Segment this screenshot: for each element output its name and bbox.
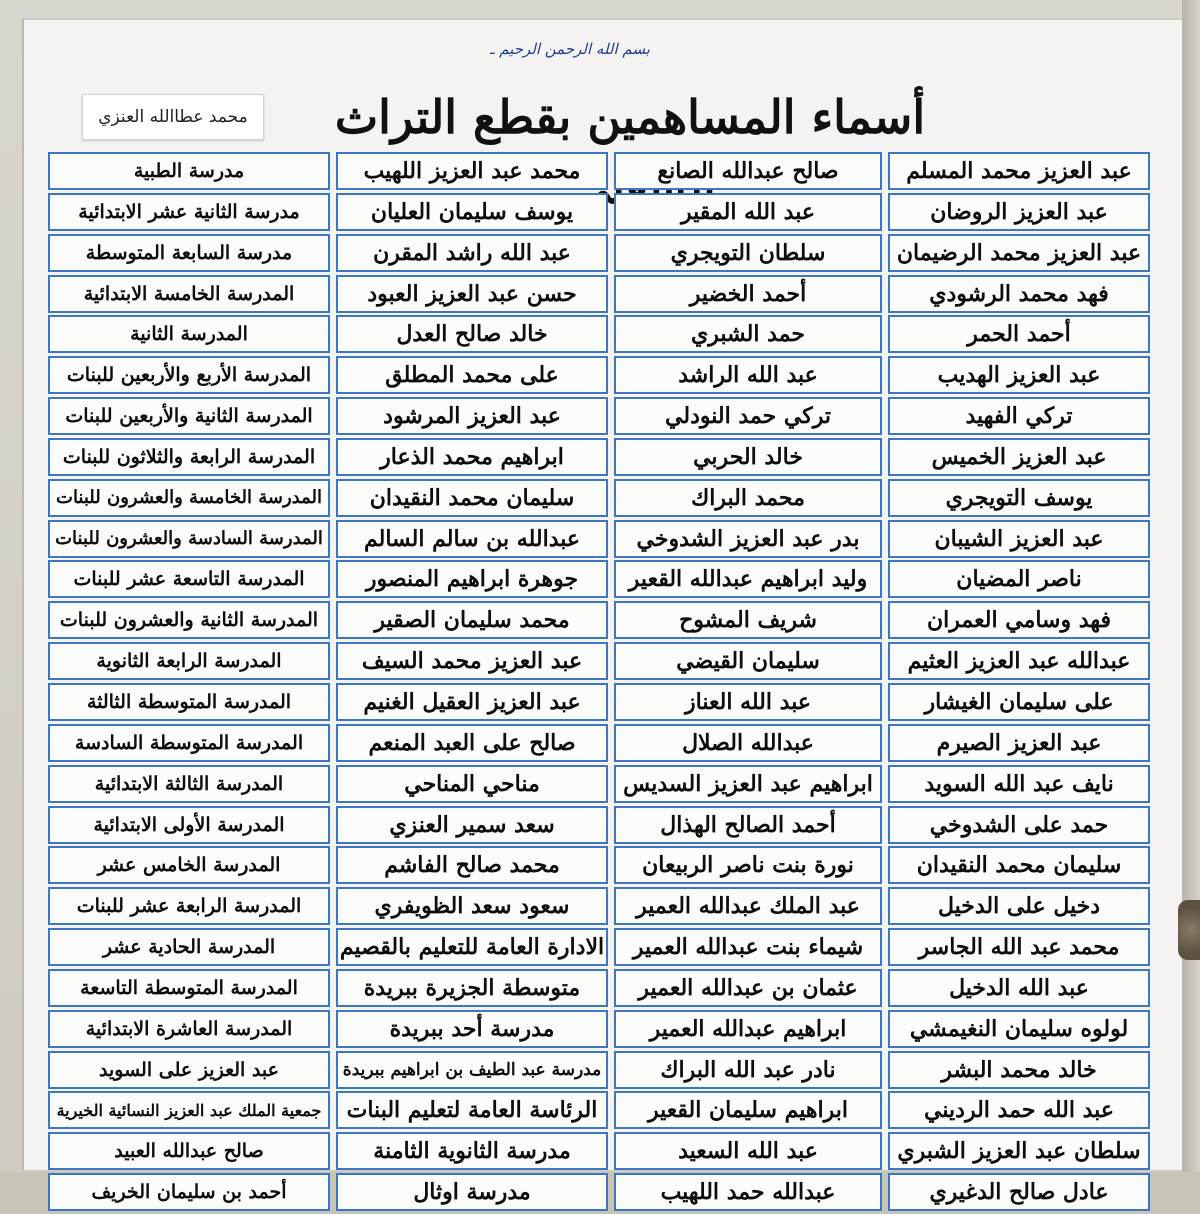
table-row <box>36 1010 1150 1051</box>
name-cell: سليمان محمد النقيدان <box>336 479 608 517</box>
table-row <box>36 397 1150 438</box>
name-cell: المدرسة العاشرة الابتدائية <box>48 1010 330 1048</box>
name-cell: عبدالله حمد اللهيب <box>614 1173 882 1211</box>
name-cell: المدرسة المتوسطة السادسة <box>48 724 330 762</box>
name-cell: عبد الله راشد المقرن <box>336 234 608 272</box>
name-cell: يوسف التويجري <box>888 479 1150 517</box>
table-row <box>36 806 1150 847</box>
table-row <box>36 438 1150 479</box>
name-cell: عبد الله حمد الرديني <box>888 1091 1150 1129</box>
name-cell: لولوه سليمان النغيمشي <box>888 1010 1150 1048</box>
name-cell: نورة بنت ناصر الربيعان <box>614 846 882 884</box>
name-cell: سلطان التويجري <box>614 234 882 272</box>
name-cell: عبد العزيز العقيل الغنيم <box>336 683 608 721</box>
name-cell: سلطان عبد العزيز الشبري <box>888 1132 1150 1170</box>
name-cell: يوسف سليمان العليان <box>336 193 608 231</box>
name-cell: سعود سعد الظويفري <box>336 887 608 925</box>
name-cell: جوهرة ابراهيم المنصور <box>336 560 608 598</box>
table-row <box>36 642 1150 683</box>
table-row <box>36 560 1150 601</box>
name-cell: خالد محمد البشر <box>888 1051 1150 1089</box>
name-cell: وليد ابراهيم عبدالله القعير <box>614 560 882 598</box>
name-cell: مدرسة أحد ببريدة <box>336 1010 608 1048</box>
name-cell: صالح على العبد المنعم <box>336 724 608 762</box>
name-cell: الرئاسة العامة لتعليم البنات <box>336 1091 608 1129</box>
name-cell: عبد الملك عبدالله العمير <box>614 887 882 925</box>
name-cell: أحمد الصالح الهذال <box>614 806 882 844</box>
name-cell: المدرسة الخامسة والعشرون للبنات <box>48 479 330 517</box>
table-row <box>36 1173 1150 1214</box>
name-cell: المدرسة الخامسة الابتدائية <box>48 275 330 313</box>
name-cell: مدرسة الثانوية الثامنة <box>336 1132 608 1170</box>
wall-hook-icon <box>1178 900 1200 960</box>
table-row <box>36 683 1150 724</box>
name-cell: مدرسة الطبية <box>48 152 330 190</box>
name-cell: خالد صالح العدل <box>336 315 608 353</box>
table-row <box>36 928 1150 969</box>
name-cell: محمد عبد الله الجاسر <box>888 928 1150 966</box>
name-cell: محمد سليمان الصقير <box>336 601 608 639</box>
name-cell: عبد الله الدخيل <box>888 969 1150 1007</box>
table-row <box>36 969 1150 1010</box>
name-cell: المدرسة الثانية والعشرون للبنات <box>48 601 330 639</box>
table-row <box>36 724 1150 765</box>
name-cell: حمد الشبري <box>614 315 882 353</box>
name-cell: فهد محمد الرشودي <box>888 275 1150 313</box>
name-cell: صالح عبدالله الصانع <box>614 152 882 190</box>
name-cell: نادر عبد الله البراك <box>614 1051 882 1089</box>
name-cell: خالد الحربي <box>614 438 882 476</box>
table-row <box>36 275 1150 316</box>
name-cell: دخيل على الدخيل <box>888 887 1150 925</box>
table-row <box>36 479 1150 520</box>
name-cell: صالح عبدالله العبيد <box>48 1132 330 1170</box>
name-cell: على سليمان الغيشار <box>888 683 1150 721</box>
name-cell: عبد الله الراشد <box>614 356 882 394</box>
name-cell: مدرسة الثانية عشر الابتدائية <box>48 193 330 231</box>
name-cell: عبد العزيز الروضان <box>888 193 1150 231</box>
name-cell: سعد سمير العنزي <box>336 806 608 844</box>
name-cell: عبد العزيز المرشود <box>336 397 608 435</box>
name-cell: عبد الله المقير <box>614 193 882 231</box>
wall-edge <box>1182 0 1200 1172</box>
name-cell: المدرسة الرابعة والثلاثون للبنات <box>48 438 330 476</box>
table-row <box>36 887 1150 928</box>
table-row <box>36 315 1150 356</box>
name-cell: أحمد الحمر <box>888 315 1150 353</box>
name-cell: تركي الفهيد <box>888 397 1150 435</box>
table-row <box>36 1051 1150 1092</box>
name-cell: عبد العزيز الخميس <box>888 438 1150 476</box>
name-cell: ناصر المضيان <box>888 560 1150 598</box>
name-cell: محمد البراك <box>614 479 882 517</box>
name-cell: عبد العزيز على السويد <box>48 1051 330 1089</box>
name-cell: جمعية الملك عبد العزيز النسائية الخيرية <box>48 1091 330 1129</box>
name-cell: المدرسة الأولى الابتدائية <box>48 806 330 844</box>
name-cell: محمد صالح الفاشم <box>336 846 608 884</box>
name-cell: عبدالله الصلال <box>614 724 882 762</box>
name-cell: حسن عبد العزيز العبود <box>336 275 608 313</box>
name-cell: عبد الله السعيد <box>614 1132 882 1170</box>
name-cell: مدرسة السابعة المتوسطة <box>48 234 330 272</box>
name-cell: أحمد بن سليمان الخريف <box>48 1173 330 1211</box>
name-cell: عبد العزيز محمد السيف <box>336 642 608 680</box>
name-cell: نايف عبد الله السويد <box>888 765 1150 803</box>
name-cell: ابراهيم عبد العزيز السديس <box>614 765 882 803</box>
name-cell: المدرسة الخامس عشر <box>48 846 330 884</box>
poster-title: أسماء المساهمين بقطع التراث <box>334 90 926 144</box>
table-row <box>36 152 1150 193</box>
name-cell: مدرسة عبد الطيف بن ابراهيم ببريدة <box>336 1051 608 1089</box>
table-row <box>36 193 1150 234</box>
name-cell: المدرسة الثانية والأربعين للبنات <box>48 397 330 435</box>
name-cell: تركي حمد النودلي <box>614 397 882 435</box>
author-label: محمد عطاالله العنزي <box>82 94 264 140</box>
name-cell: المدرسة الرابعة الثانوية <box>48 642 330 680</box>
name-cell: عبدالله بن سالم السالم <box>336 520 608 558</box>
name-cell: عبد العزيز محمد المسلم <box>888 152 1150 190</box>
name-cell: مناحي المناحي <box>336 765 608 803</box>
name-cell: عبد العزيز الهديب <box>888 356 1150 394</box>
table-row <box>36 765 1150 806</box>
name-cell: عبد العزيز محمد الرضيمان <box>888 234 1150 272</box>
name-cell: عثمان بن عبدالله العمير <box>614 969 882 1007</box>
name-cell: عبد العزيز الشيبان <box>888 520 1150 558</box>
name-cell: شريف المشوح <box>614 601 882 639</box>
name-cell: المدرسة الرابعة عشر للبنات <box>48 887 330 925</box>
table-row <box>36 1132 1150 1173</box>
contributors-table <box>36 152 1150 1214</box>
name-cell: أحمد الخضير <box>614 275 882 313</box>
name-cell: المدرسة الحادية عشر <box>48 928 330 966</box>
name-cell: المدرسة الثالثة الابتدائية <box>48 765 330 803</box>
name-cell: ابراهيم محمد الذعار <box>336 438 608 476</box>
name-cell: مدرسة اوثال <box>336 1173 608 1211</box>
name-cell: على محمد المطلق <box>336 356 608 394</box>
table-row <box>36 234 1150 275</box>
name-cell: المدرسة السادسة والعشرون للبنات <box>48 520 330 558</box>
name-cell: المدرسة الثانية <box>48 315 330 353</box>
name-cell: حمد على الشدوخي <box>888 806 1150 844</box>
name-cell: محمد عبد العزيز اللهيب <box>336 152 608 190</box>
name-cell: عبدالله عبد العزيز العثيم <box>888 642 1150 680</box>
basmala: بسم الله الرحمن الرحيم ـ <box>490 40 650 58</box>
name-cell: المدرسة المتوسطة التاسعة <box>48 969 330 1007</box>
name-cell: ابراهيم سليمان القعير <box>614 1091 882 1129</box>
name-cell: متوسطة الجزيرة ببريدة <box>336 969 608 1007</box>
name-cell: المدرسة التاسعة عشر للبنات <box>48 560 330 598</box>
name-cell: سليمان القيضي <box>614 642 882 680</box>
name-cell: ابراهيم عبدالله العمير <box>614 1010 882 1048</box>
name-cell: المدرسة الأربع والأربعين للبنات <box>48 356 330 394</box>
name-cell: شيماء بنت عبدالله العمير <box>614 928 882 966</box>
name-cell: عبد العزيز الصيرم <box>888 724 1150 762</box>
name-cell: عبد الله العناز <box>614 683 882 721</box>
name-cell: المدرسة المتوسطة الثالثة <box>48 683 330 721</box>
table-row <box>36 520 1150 561</box>
name-cell: بدر عبد العزيز الشدوخي <box>614 520 882 558</box>
name-cell: فهد وسامي العمران <box>888 601 1150 639</box>
table-row <box>36 1091 1150 1132</box>
name-cell: عادل صالح الدغيري <box>888 1173 1150 1211</box>
table-row <box>36 846 1150 887</box>
table-row <box>36 356 1150 397</box>
table-row <box>36 601 1150 642</box>
name-cell: سليمان محمد النقيدان <box>888 846 1150 884</box>
name-cell: الادارة العامة للتعليم بالقصيم <box>336 928 608 966</box>
